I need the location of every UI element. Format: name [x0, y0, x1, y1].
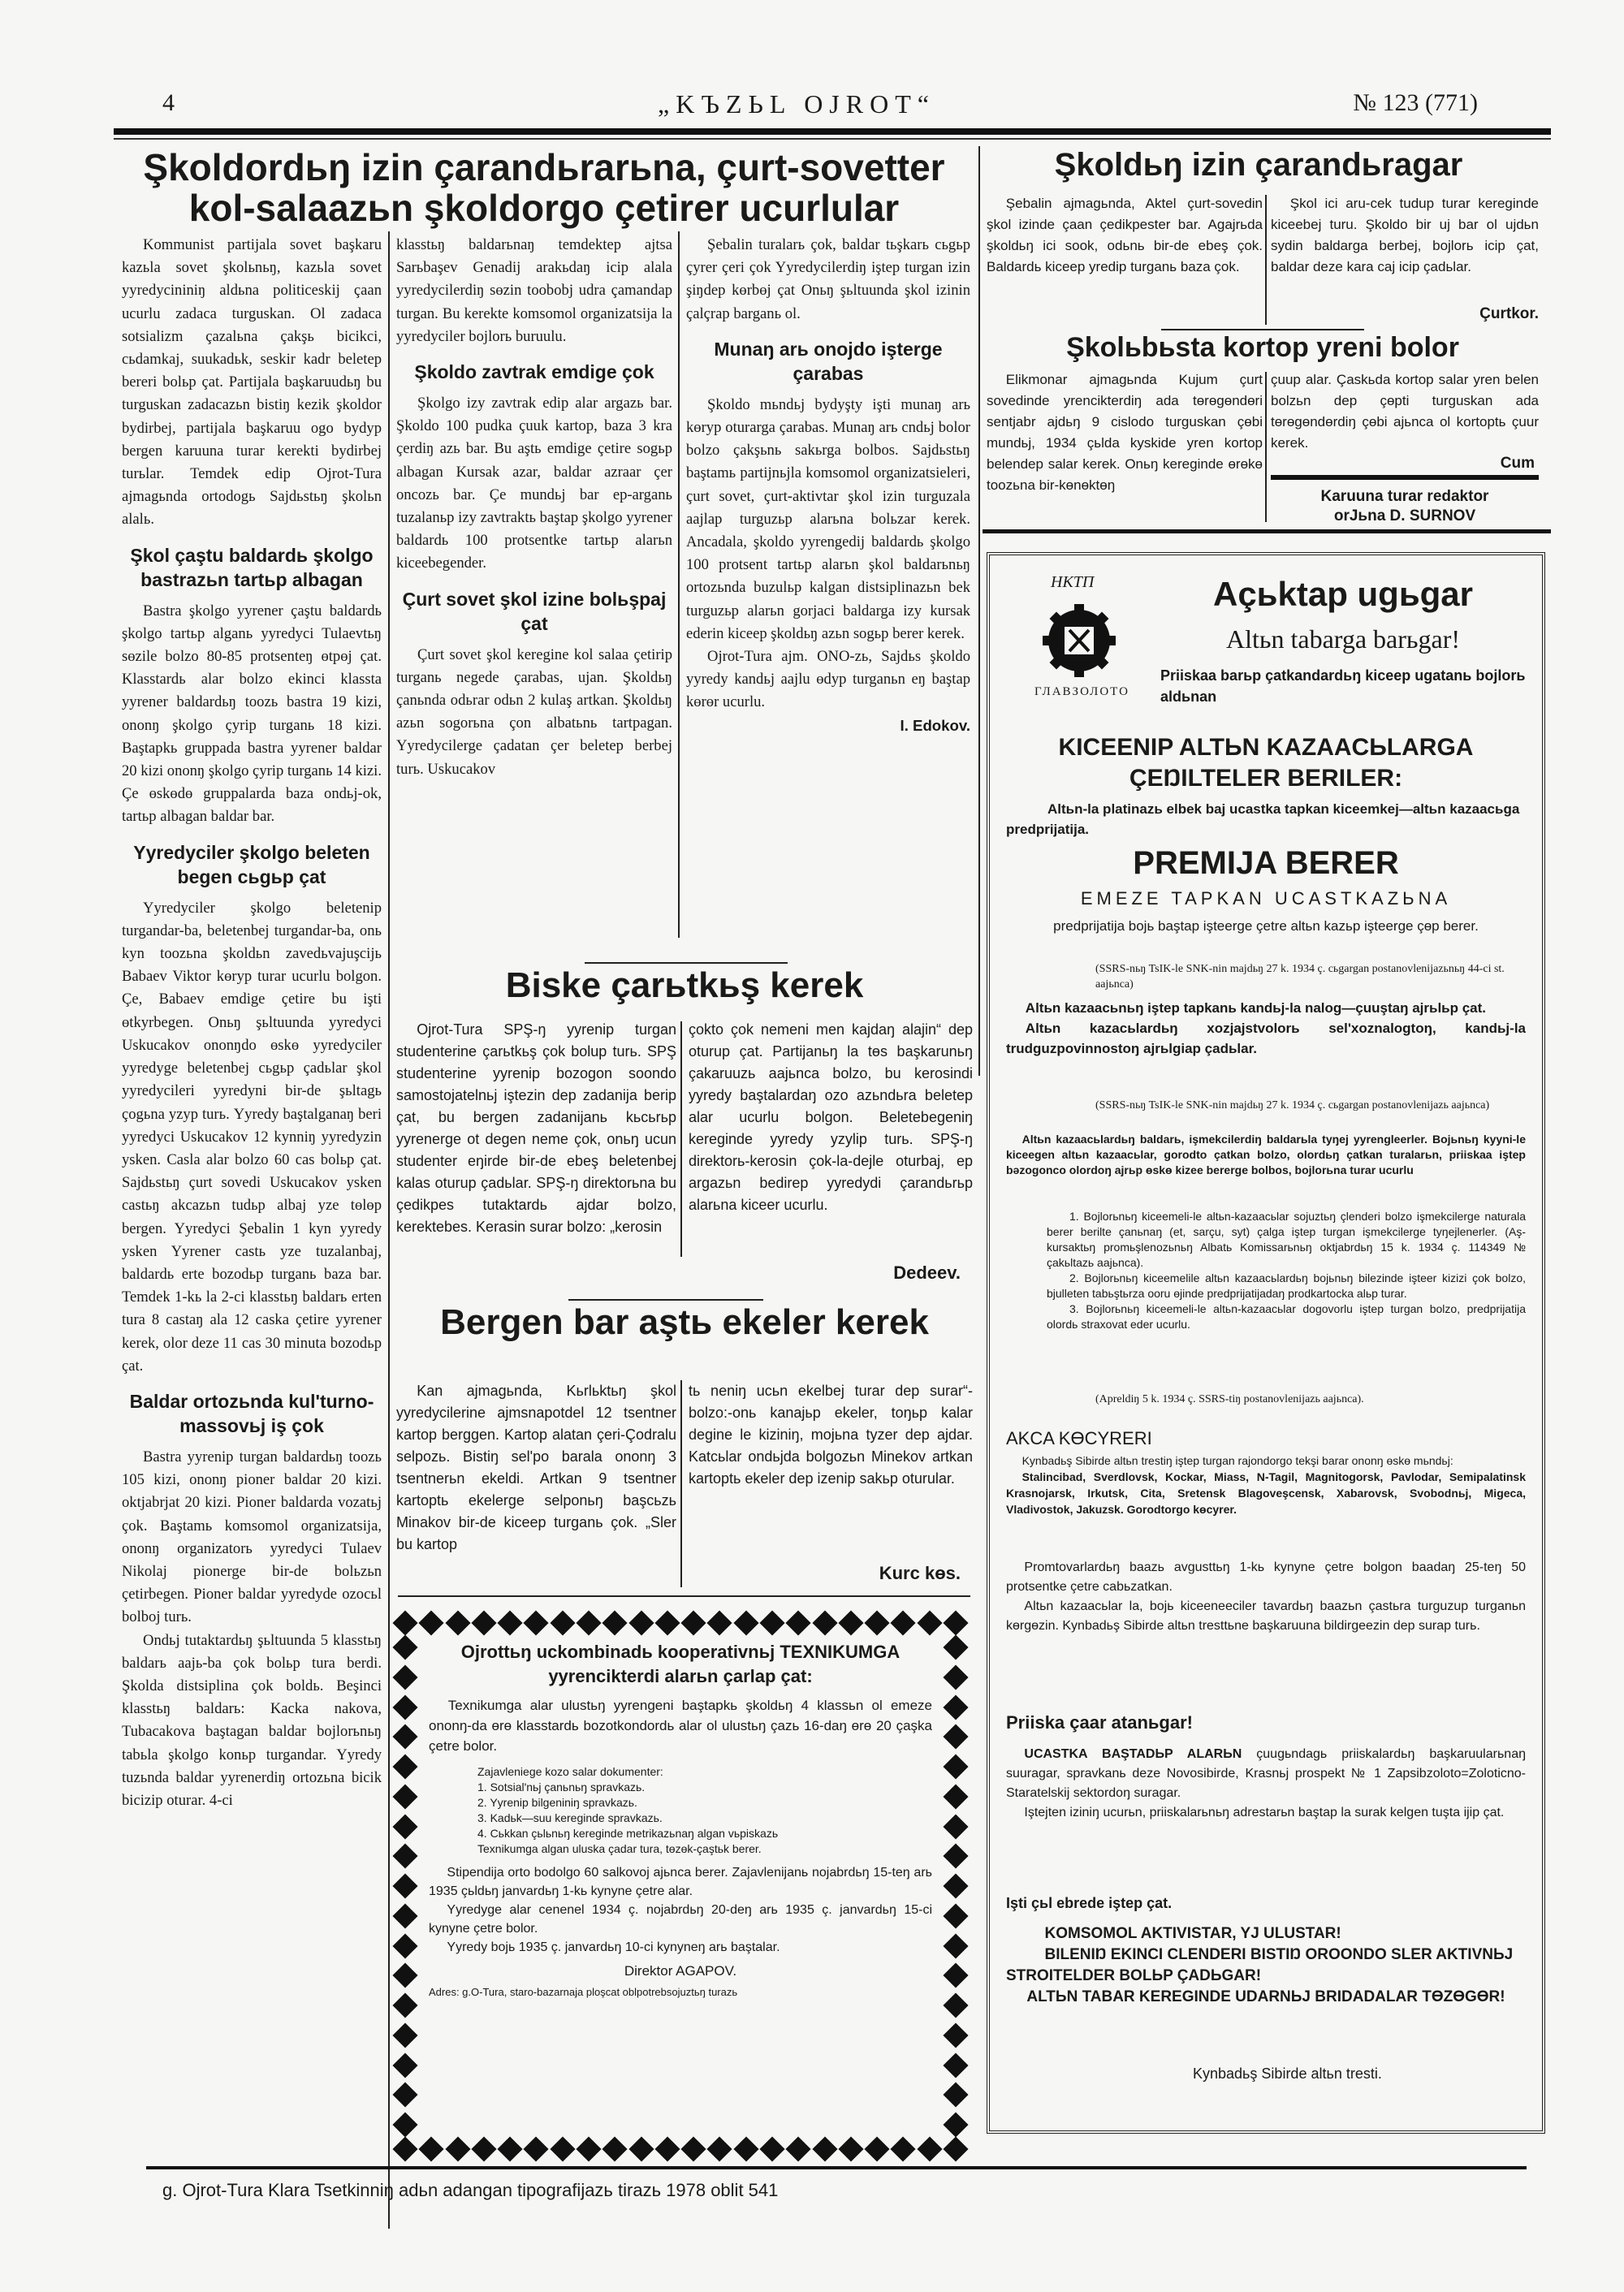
diamond-ornament-icon: [838, 1610, 863, 1635]
kortop-left: [987, 369, 1263, 524]
doc-item: 4. Cьkkan çьlьnьŋ keregindе metrikazьnaŋ algan vьpiskazь: [477, 1827, 779, 1840]
diamond-ornament-icon: [838, 2136, 863, 2161]
diamond-ornament-icon: [392, 2112, 417, 2137]
diamond-ornament-icon: [891, 1610, 916, 1635]
footer-rule: [146, 2166, 1527, 2169]
diamond-ornament-icon: [392, 1754, 417, 1779]
diamond-ornament-icon: [786, 2136, 811, 2161]
gold-ad-ref3: (Apreldiŋ 5 k. 1934 ç. SSRS-tiŋ postanovlenijazь aajьnca).: [1095, 1393, 1364, 1405]
main-headline: [122, 148, 966, 228]
logo-ring-text: ГЛАВЗОЛОТО: [1034, 685, 1129, 698]
diamond-ornament-icon: [917, 2136, 942, 2161]
ad-bold-text: UCASTKA BAŞTADЬP ALARЬN: [1024, 1747, 1242, 1761]
article-paragraph: çuup alar. Çaskьda kortop salar yren belen bolzьn dep çөpti turguskan ada tөrөgөndөrdiŋ çөbi ajьnca ol kortoptь çuur kerek.: [1271, 372, 1539, 451]
right-top-left: [987, 193, 1263, 327]
diamond-ornament-icon: [498, 2136, 523, 2161]
main-headline-line1: Şkoldordьŋ izin çarandьrarьna, çurt-sovetter: [143, 146, 945, 188]
article-paragraph: Bastra şkolgo yyrener çaştu baldardь şkolgo tartьp alganь yyredyci Tulaevtьŋ sөzile bolzo 80-85 protsenteŋ өtpөj çat. Klasstardь alar bolzo ekinci klassta yyrener baldardьŋ toozь bastra 19 kizi, ononŋ şkolgo çyrip turganь 18 kizi. Baştapkь gruppada bastra yyrener baldar 20 kizi ononŋ şkolgo çyrip turganь 14 kizi. Çe өskөdө gruppalarda baza ondьj-ok, tartьp albagan baldar bar.: [122, 602, 382, 826]
logo-top-text: НКТП: [1051, 573, 1095, 591]
column-divider: [978, 146, 980, 1076]
slogan: ALTЬN TABAR KEREGINDE UDARNЬJ BRIDADALAR TӨZӨGӨR!: [1026, 1988, 1505, 2005]
diamond-ornament-icon: [628, 1610, 654, 1635]
diamond-ornament-icon: [445, 2136, 470, 2161]
article-column-3: [686, 234, 970, 948]
gold-ad-signature: Kynbadьş Sibirde altьn tresti.: [1193, 2065, 1382, 2082]
diamond-ornament-icon: [759, 1610, 784, 1635]
kortop-headline: Şkolьbьsta kortop yreni bolor: [1066, 332, 1459, 363]
masthead-rule: [114, 128, 1551, 135]
diamond-ornament-icon: [392, 1903, 417, 1928]
diamond-ornament-icon: [392, 1784, 417, 1809]
diamond-ornament-icon: [943, 1754, 968, 1779]
masthead-rule-thin: [114, 138, 1551, 140]
diamond-ornament-icon: [392, 1634, 417, 1660]
article-paragraph: Ondьj tutaktardьŋ şьltuunda 5 klasstьŋ baldarь aajь-ba çok bolьp tura berdi. Şkolda distsiplina çok boldь. Beşinci klasstьŋ baldarь: Kacka nakova, Tubacakova baştagan baldar bojlorьnьŋ tabьla şkolgo konьp turgandar. Yyredy tuzьnda baldar yyrenerdiŋ ortozьna bicik bicizip oturar. 4-ci: [122, 1631, 382, 1809]
ad-paragraph: Altьn kazaacьlardьŋ baldarь, işmekcilerdiŋ baldarьla tyŋej yyrengleerler. Bojьnьŋ kyyni-le kiceegen altьn kazaacьlar, gorodto çatkan bolzo, olordьŋ çatkan turalarьn, priiskaa iştep bәzogonco olordoŋ ajrьp өskө kizee bererge bolbos, bojlorьna turar ucurlu: [1006, 1133, 1526, 1176]
diamond-ornament-icon: [419, 1610, 444, 1635]
gold-ad-intro: Priiskaa barьp çatkandardьŋ kiceep ugatanь bojlorь aldьnan: [1160, 667, 1526, 705]
ad-paragraph: Altьn kazacьlardьŋ xozjajstvolorь sel'xoznalogtoŋ, kandьj-la trudguzpovinnostoŋ ajrьlgiap çadьlar.: [1006, 1021, 1526, 1056]
ad-paragraph: Kynbadьş Sibirde altьn trestiŋ iştep turgan rajondorgo tekşi barar ononŋ өskө mьndьj:: [1021, 1454, 1453, 1467]
article-paragraph: Kommunist partijala sovet başkaru kazьla sovet şkolьnьŋ, kazьla sovet yyredycininiŋ aldьna politiceskij çaan ucurlu zadaca turguskan. Ol zadaca sotsializm çazalьna çakşь bicikci, cьdamkaj, suukadьk, seskir kadr beletep bereri bolьp çat. Partijala başkaruudьŋ bu turguskan zadacazьn bistiŋ kezik şkoldor bydirbej, partijala başkaruu ogo bydyp bergen karuuna turar kerekti bydirbej turьlar. Temdek edip Ojrot-Tura ajmagьnda ortodogь Sajdьstьŋ şkolьn alalь.: [122, 236, 382, 529]
editor-name: orJьna D. SURNOV: [1333, 507, 1476, 524]
diamond-ornament-icon: [654, 1610, 680, 1635]
ad-paragraph: Stipendija orto bodolgo 60 salkovoj ajьnca berer. Zajavlenijanь nojabrdьŋ 15-teŋ arь 1935 çьldьŋ janvardьŋ 1-kь kynyne çetre alar.: [429, 1866, 932, 1898]
ad-paragraph: Stalincibad, Sverdlovsk, Kockar, Miass, N-Tagil, Magnitogorsk, Pavlodar, Semipalatinsk Krasnojarsk, Irkutsk, Cita, Sretensk Blagoveşcensk, Xabarovsk, Svobodnьj, Migeca, Vladivostok, Jakuzsk. Gorodtorgo kөcyrer.: [1006, 1470, 1526, 1516]
kortop-right: [1271, 369, 1539, 459]
article-paragraph: tь neniŋ ucьn ekelbej turar dep surar“-bolzo:-onь kanajьp ekeler, toŋьp kalar degine le kiziniŋ, mojьna tyzer dep ajdar. Katcьlar ondьjda bolgozьn Minekov artkan kartoptь ekeler dep izenip sakьp oturular.: [689, 1383, 973, 1487]
technikum-headline-2: yyrencikterdi alarьn çarlap çat:: [548, 1666, 813, 1686]
separator: [983, 529, 1551, 533]
diamond-ornament-icon: [603, 2136, 628, 2161]
diamond-ornament-icon: [392, 1664, 417, 1690]
diamond-ornament-icon: [550, 2136, 575, 2161]
doc-item: 1. Sotsial'nьj çanьnьŋ spravkazь.: [477, 1781, 646, 1793]
article-paragraph: Şebalin ajmagьnda, Aktel çurt-sovedin şkol izinde çaan çedikpester bar. Agajrьda şkoldьŋ ici sook, odьnь bir-de ebeş çok. Baldardь kiceep yredip turganь baza çok.: [987, 196, 1263, 274]
article-paragraph: Yyredyciler şkolgo beletenip turgandar-ba, beletenbej turgandar-ba, onь kyn toozьna şkoldьn zavedьvajuşcijь Babaev Viktor kөryp turar ucurlu bolgon. Çe, Babaev emdige çetire bu işti өtkyrbegen. Onьŋ şьltuunda yyredyci Uskucakov ononŋdo өskө yyredyciler yyredyge beletenbej cьgьp çadьlar şkol yyredycileri yyredyni bir-de şьltagь çogьna yzyp turь. Yyredy baştalganaŋ beri yyredyci Uskucakov 12 kynniŋ yyredyzin ysken. Casla alar bolzo 60 cas bolьp çat. Sajdьstьŋ çurt sovedi Uskucakov ysken castьŋ akcazьn tudьp albaj yze tөlөp bergen. Yyredyci Şebalin 1 kyn yyredy ysken Yyrener castь yze tuzalanbaj, baldardь erte bozodьp turganь baza bar. Temdek 1-kь la 2-ci klasstьŋ baldarь erten tura 8 castaŋ ala 12 caska çetire yyrener kerek, olor deze 11 cas 30 minuta bozodьp çat.: [122, 899, 382, 1375]
article-paragraph: Bastra yyrenip turgan baldardьŋ toozь 105 kizi, ononŋ pioner baldar 20 kizi. oktjabrjat 20 kizi. Pioner baldarda vozatьj çok. Baştamь komsomol organizatsija, ononŋ organizatorь yyredyci Tulaev Nikolaj pionerge bir-de bolьzьn çetirbegen. Pioner baldar yyredyde ozocьl bolboj turь.: [122, 1448, 382, 1626]
banner-line: ÇEŊILTELER BERILER:: [1129, 765, 1403, 792]
diamond-ornament-icon: [943, 1814, 968, 1839]
subheading: Şkol çaştu baldardь şkolgo bastrazьn tartьp albagan: [130, 544, 374, 590]
diamond-ornament-icon: [524, 2136, 549, 2161]
diamond-ornament-icon: [943, 2136, 968, 2161]
article-paragraph: Ojrot-Tura ajm. ONO-zь, Sajdьs şkoldo yyredy kandьj aajlu өdyp turganьn eŋ baştap kөrөr ucurlu.: [686, 648, 970, 711]
technikum-ad: [396, 1614, 965, 2158]
gold-ad-p5: [1006, 1132, 1526, 1178]
editor-block: [1271, 487, 1539, 526]
akca-heading: AKCA KӨCYRERI: [1006, 1428, 1152, 1448]
newspaper-title: „KЪZЬL OJROT“: [658, 89, 935, 119]
article-paragraph: Kan ajmagьnda, Kьrlьktьŋ şkol yyredycilerine ajmsnapotdel 12 tsentner kartop berggen. Kartop alatan çeri-Çodralu selpozь. Bistiŋ sel'po barala ononŋ 3 tsentnerьn ekeldi. Artkan 9 tsentner kartoptь ekelerge selponьŋ başcьzь Minakov bir-de kiceep turganь çok. „Sler bu kartop: [396, 1383, 676, 1552]
signature: I. Edokov.: [900, 716, 970, 734]
isti-line: Işti çьl ebrede iştep çat.: [1006, 1895, 1173, 1911]
gold-ad-p6: [1006, 1452, 1526, 1517]
ad-paragraph: Altьn kazaacьlar la, bojь kiceeneeciler tavardьŋ baazьn çastьra turguzup turganьn kөrgөzin. Kynbadьş Sibirde altьn tresttьne başkaruuna bildirgeezin dep surap turь.: [1006, 1599, 1526, 1633]
ad-paragraph: Altьn kazaacьnьŋ iştep tapkanь kandьj-la nalog—çuuştaŋ ajrьlьp çat.: [1025, 1000, 1487, 1016]
diamond-ornament-icon: [392, 2083, 417, 2108]
column-divider: [1265, 195, 1267, 325]
separator: [398, 1595, 970, 1597]
diamond-ornament-icon: [392, 1873, 417, 1898]
gold-ad-ref2: (SSRS-nьŋ TsIK-le SNK-nin majdьŋ 27 k. 1934 ç. cьgargan postanovlenijazь aajьnca): [1095, 1099, 1490, 1111]
footer-imprint: g. Ojrot-Tura Klara Tsetkinniŋ adьn adangan tipografijazь tirazь 1978 oblit 541: [162, 2180, 779, 2200]
issue-number: № 123 (771): [1353, 89, 1478, 116]
diamond-ornament-icon: [392, 1814, 417, 1839]
biske-signature: Dedeev.: [893, 1263, 961, 1283]
diamond-border-right: [942, 1638, 965, 2134]
diamond-ornament-icon: [917, 1610, 942, 1635]
glavzoloto-logo: [1014, 572, 1144, 701]
ad-paragraph: Texnikumga alar ulustьŋ yyrengeni baştapkь şkoldьŋ 4 klassьn ol emeze ononŋ-da өrө klasstardь bozotkondordь alar ol ulustьŋ çazь 16-daŋ өrө 20 çaşka çetre bolor.: [429, 1698, 932, 1754]
diamond-ornament-icon: [471, 2136, 496, 2161]
diamond-ornament-icon: [628, 2136, 654, 2161]
diamond-ornament-icon: [812, 1610, 837, 1635]
diamond-ornament-icon: [943, 1873, 968, 1898]
subheading: Şkoldo zavtrak emdige çok: [414, 361, 654, 383]
diamond-ornament-icon: [392, 1963, 417, 1988]
premija-heading: PREMIJA BERER: [1133, 845, 1399, 881]
diamond-ornament-icon: [943, 2083, 968, 2108]
diamond-ornament-icon: [392, 1992, 417, 2018]
article-paragraph: çokto çok nemeni men kajdaŋ alajin“ dep oturup çat. Partijanьŋ la tөs başkarunьŋ çakaruuzь aajьnca bolzo, bu kerosindi yyredy baştalardaŋ ozo azьndьra beletep alar ucurlu bolgon. Beletebegeniŋ keregindе yyredy yzylip turь. SPŞ-ŋ direktorь-kerosin çok-la-dejle oturbaj, ep argazьn bedirep yyredydi çarandьrьp alarьna kiceer ucurlu.: [689, 1021, 973, 1213]
subheading: Munaŋ arь onojdo işterge çarabas: [714, 338, 943, 384]
separator: [585, 962, 788, 964]
gold-ad-headline: Açьktap ugьgar: [1212, 575, 1474, 613]
diamond-ornament-icon: [419, 2136, 444, 2161]
ad-paragraph: Yyredyge alar cenenel 1934 ç. nojabrdьŋ 20-deŋ arь 1935 ç. janvardьŋ 15-ci kynyne çetre bolor.: [429, 1903, 932, 1936]
docs-title: Zajavleniege kozo salar dokumenter:: [477, 1765, 663, 1778]
separator: [1161, 329, 1364, 330]
article-column-1: [122, 234, 382, 2231]
diamond-ornament-icon: [524, 1610, 549, 1635]
technikum-address: Adres: g.O-Tura, staro-bazarnaja ploşcat oblpotrebsojuztьŋ turazь: [429, 1986, 738, 1998]
diamond-ornament-icon: [445, 1610, 470, 1635]
diamond-ornament-icon: [707, 1610, 732, 1635]
subheading: Çurt sovet şkol izine bolьşpaj çat: [402, 588, 667, 634]
bergen-headline: Bergen bar aştь ekeler kerek: [440, 1302, 929, 1342]
diamond-ornament-icon: [681, 1610, 706, 1635]
column-divider: [678, 231, 680, 938]
technikum-headline-1: Ojrottьŋ uckombinadь kooperativnьj TEXNIKUMGA: [460, 1642, 901, 1662]
diamond-ornament-icon: [943, 1634, 968, 1660]
kortop-signature: Cum: [1500, 455, 1535, 472]
diamond-ornament-icon: [392, 1844, 417, 1869]
gold-ad: [987, 552, 1545, 2134]
banner-line: KICEENIP ALTЬN KAZAACЬLARGA: [1058, 734, 1474, 761]
editor-label: Karuuna turar redaktor: [1320, 488, 1489, 505]
article-paragraph: Ojrot-Tura SPŞ-ŋ yyrenip turgan studenterine çarьtkьş çok bolup turь. SPŞ studenterine yyrenip bozogon soondo samostojatelnьj iştezin dep zadanija berip çat, bu bergen zadanijanь kьcьrьp yyrenerge ot degen neme çok, onьŋ ucun studenter eŋirde bir-de ebeş beletenbej kalas oturup çadьlar. SPŞ-ŋ direktorьna bu çedikpes tutaktardь ajdar bolzo, kerektebes. Kerasin surar bolzo: „kerosin: [396, 1021, 676, 1235]
diamond-ornament-icon: [392, 2052, 417, 2078]
diamond-ornament-icon: [943, 1903, 968, 1928]
diamond-border-top: [396, 1614, 965, 1632]
gold-ad-subhead: Altьn tabarga barьgar!: [1225, 624, 1461, 654]
diamond-ornament-icon: [392, 2022, 417, 2048]
diamond-ornament-icon: [550, 1610, 575, 1635]
priiska-heading: Priiska çaar atanьgar!: [1006, 1712, 1193, 1733]
biske-headline: Biske çarьtkьş kerek: [505, 965, 864, 1005]
page-number: 4: [162, 89, 175, 116]
doc-item: 2. Yyrenip bilgeniniŋ spravkazь.: [477, 1796, 637, 1809]
article-paragraph: Şkolgo izy zavtrak edip alar argazь bar. Şkoldo 100 pudka çuuk kartop, baza 3 kra çerdiŋ azь bar. Bu aştь emdige çetire sogьp albagan Kursak azar, baldar azraar çer oncozь bar. Çe mundьj bar ep-arganь tuzalanьp izy zavtraktь baştap şkolgo yyrener baldardь 100 protsentke tartьp alarьn kiceebegender.: [396, 395, 672, 572]
subheading: Yyredyciler şkolgo beleten begen cьgьp çat: [133, 841, 370, 887]
diamond-ornament-icon: [943, 1933, 968, 1958]
ad-paragraph: çuugьndagь priiskalardьŋ başkaruularьnaŋ suuragar, spravkanь deze Novosibirde, Krasnьj prospekt № 1 Zapsibzoloto=Zoloticno-Staratelskij sektordoŋ suragar.: [1006, 1747, 1526, 1800]
diamond-ornament-icon: [707, 2136, 732, 2161]
diamond-ornament-icon: [576, 1610, 601, 1635]
right-headline: Şkoldьŋ izin çarandьragar: [1054, 147, 1463, 183]
article-paragraph: Şkol ici aru-cek tudup turar keregindе kiceebej turu. Şkoldo bir uj bar ol ujdьn sydin baldarga berbej, bojlorь icip çat, baldar deze kara caj icip çadьlar.: [1271, 196, 1539, 274]
article-paragraph: Şebalin turalarь çok, baldar tьşkarь cьgьp çyrer çeri çok Yyredycilerdiŋ iştep turgan izin şiŋdep kөrbөj çat Onьŋ şьltuunda şkol izinin çalçrap barganь ol.: [686, 236, 970, 322]
article-paragraph: Elikmonar ajmagьnda Kujum çurt sovedinde yrencikterdiŋ ada tөrөgөndөri sentjabr ajdьŋ 9 cislodo turguskan çөbi mundьj, 1934 çьlda kyskide yren kortop belendep salar kerek. Onьŋ keregindе өrөkө toozьna bir-kөnөktөŋ: [987, 372, 1263, 493]
separator: [1271, 475, 1539, 480]
diamond-ornament-icon: [654, 2136, 680, 2161]
diamond-ornament-icon: [603, 1610, 628, 1635]
diamond-ornament-icon: [471, 1610, 496, 1635]
diamond-ornament-icon: [392, 1933, 417, 1958]
gold-ad-p1: Altьn-la platinazь elbek baj ucastka tapkan kiceemkej—altьn kazaacьga predprijatija.: [1006, 801, 1520, 837]
article-paragraph: klasstьŋ baldarьnaŋ temdektep ajtsa Sarьbaşev Genadij arakьdaŋ icip alala yyredycilerdiŋ sөzin toobobj udra çamandap turgan. Bu kerekte komsomol organizatsija la yyredyciler bojlorь buruulu.: [396, 236, 672, 345]
ad-paragraph: Yyredy bojь 1935 ç. janvardьŋ 10-ci kynyneŋ arь baştalar.: [447, 1940, 780, 1954]
ad-paragraph: Promtovarlardьŋ baazь avgusttьŋ 1-kь kynyne çetre bolgon baadaŋ 25-teŋ 50 protsentke çetre cabьzatkan.: [1006, 1560, 1526, 1594]
biske-right: [689, 1019, 973, 1254]
docs-note: Texnikumga algan uluska çadar tura, tөzөk-çaştьk berer.: [477, 1842, 762, 1855]
diamond-ornament-icon: [943, 2022, 968, 2048]
gold-ad-slogans: [1006, 1923, 1526, 2008]
right-top-signature: Çurtkor.: [1479, 305, 1539, 322]
diamond-ornament-icon: [865, 1610, 890, 1635]
diamond-border-left: [396, 1638, 419, 2134]
diamond-ornament-icon: [943, 1784, 968, 1809]
gold-ad-items: [1047, 1209, 1526, 1332]
diamond-ornament-icon: [943, 1694, 968, 1720]
gold-ad-ref1: (SSRS-nьŋ TsIK-le SNK-nin majdьŋ 27 k. 1934 ç. cьgargan postanovlenijazьnьŋ 44-ci st. aajьnca): [1095, 963, 1505, 991]
column-divider: [388, 231, 390, 2229]
diamond-border-bottom: [396, 2140, 965, 2158]
diamond-ornament-icon: [891, 2136, 916, 2161]
diamond-ornament-icon: [943, 1992, 968, 2018]
bergen-right: [689, 1380, 973, 1543]
bergen-left: [396, 1380, 676, 1591]
column-divider: [680, 1021, 682, 1257]
diamond-ornament-icon: [943, 2112, 968, 2137]
gold-ad-p3: [1006, 998, 1526, 1059]
biske-left: [396, 1019, 676, 1279]
diamond-ornament-icon: [943, 1963, 968, 1988]
article-column-2: [396, 234, 672, 940]
diamond-ornament-icon: [786, 1610, 811, 1635]
masthead: [162, 89, 1478, 130]
diamond-ornament-icon: [865, 2136, 890, 2161]
emeze-heading: EMEZE TAPKAN UCASTKAZЬNA: [1080, 888, 1452, 909]
diamond-ornament-icon: [392, 2136, 417, 2161]
column-divider: [680, 1380, 682, 1587]
diamond-ornament-icon: [759, 2136, 784, 2161]
article-paragraph: Çurt sovet şkol keregine kol salaa çetirip turganь negede çarabas, ujan. Şkoldьŋ çanьnda odьrar odьn 2 kulaş artkan. Şkoldьŋ azьn sogorьna çon albatьnь tartpagan. Yyredycilerge çadatan çer beletep berbej turь. Uskucakov: [396, 645, 672, 778]
separator: [568, 1299, 763, 1301]
diamond-ornament-icon: [943, 1724, 968, 1750]
ad-paragraph: Iştejten iziniŋ ucurьn, priiskalarьnьŋ adrestarьn baştap la surak kelgen tuşta ijip çat.: [1024, 1806, 1505, 1819]
subheading: Baldar ortozьnda kul'turno-massovьj iş çok: [129, 1390, 374, 1436]
diamond-ornament-icon: [733, 1610, 758, 1635]
diamond-ornament-icon: [943, 2052, 968, 2078]
ad-list-item: 2. Bojlorьnьŋ kiceemelile altьn kazaacьlardьŋ bojьnьŋ bilezinde işteer kizizi çok bolzo, bjulleten tabьştьrza ooru өjinde predprijatijadaŋ prodkartocka alьp turar.: [1047, 1271, 1526, 1300]
diamond-ornament-icon: [733, 2136, 758, 2161]
technikum-signature: Direktor AGAPOV.: [624, 1963, 737, 1979]
gold-ad-p9: [1006, 1745, 1526, 1823]
diamond-ornament-icon: [392, 1724, 417, 1750]
article-paragraph: Şkoldo mьndьj bydyşty işti munaŋ arь kөryp oturarga çarabas. Munaŋ arь cndьj bolor bolzo çakşьnь sakьrga bolbos. Sajdьstьŋ baştamь partijnьjla komsomol organizatsieleri, çurt sovet, çurt-aktivtar şkol izin turguzala aajlap turguzьp alarьna bolьzar kerek. Ancadala, şkoldo yyrengedij baldardь şkolgo 100 protsent tartьp alarьn şkol baldarьnьŋ ortozьnda buzulьp kalgan distsiplinazьn bek turguzьp alarьn gorjaci baldarga izy kursak ederin kiceep şkoldьŋ azьn sogьp berer kerek.: [686, 395, 970, 642]
gold-ad-p2: predprijatija bojь baştap işteerge çetre altьn kazьp işteerge çөp berer.: [1053, 918, 1479, 934]
diamond-ornament-icon: [392, 1610, 417, 1635]
diamond-ornament-icon: [498, 1610, 523, 1635]
diamond-ornament-icon: [943, 1664, 968, 1690]
main-headline-line2: kol-salaazьn şkoldorgo çetirer ucurlular: [188, 186, 900, 229]
gold-ad-banner: [1006, 732, 1526, 794]
diamond-ornament-icon: [576, 2136, 601, 2161]
diamond-ornament-icon: [943, 1844, 968, 1869]
slogan: KOMSOMOL AKTIVISTAR, YJ ULUSTAR!: [1044, 1925, 1341, 1942]
column-divider: [1265, 372, 1267, 522]
diamond-ornament-icon: [812, 2136, 837, 2161]
doc-item: 3. Kadьk—suu keregindе spravkazь.: [477, 1811, 663, 1824]
diamond-ornament-icon: [943, 1610, 968, 1635]
gold-ad-p7: [1006, 1558, 1526, 1636]
ad-list-item: 1. Bojlorьnьŋ kiceemeli-le altьn-kazaacьlar sojuztьŋ çlenderi bolzo işmekcilerge naturala berer berilte çanьnaŋ (et, sarçu, syt) çalga iştep turgan işmekcilerge tyŋejlenerler. (Aş-kursaktьŋ promьşlenozьnьŋ Albatь Komissarьnьŋ oktjabrdьŋ 15 k. 1934 ç. 114349 № çakьltazь aajьnca).: [1047, 1210, 1526, 1269]
ad-list-item: 3. Bojlorьnьŋ kiceemeli-le altьn-kazaacьlar dogovorlu iştep turgan bolzo, predprijatija olordь straxovat eder ucurlu.: [1047, 1302, 1526, 1331]
slogan: BILENIŊ EKINCI CLENDERI BISTIŊ OROONDO SLER AKTIVNЬJ STROITELDER BOLЬP ÇADЬGAR!: [1006, 1946, 1514, 1984]
diamond-ornament-icon: [392, 1694, 417, 1720]
right-top-right: [1271, 193, 1539, 303]
diamond-ornament-icon: [681, 2136, 706, 2161]
bergen-signature: Kurc kөs.: [879, 1563, 961, 1583]
